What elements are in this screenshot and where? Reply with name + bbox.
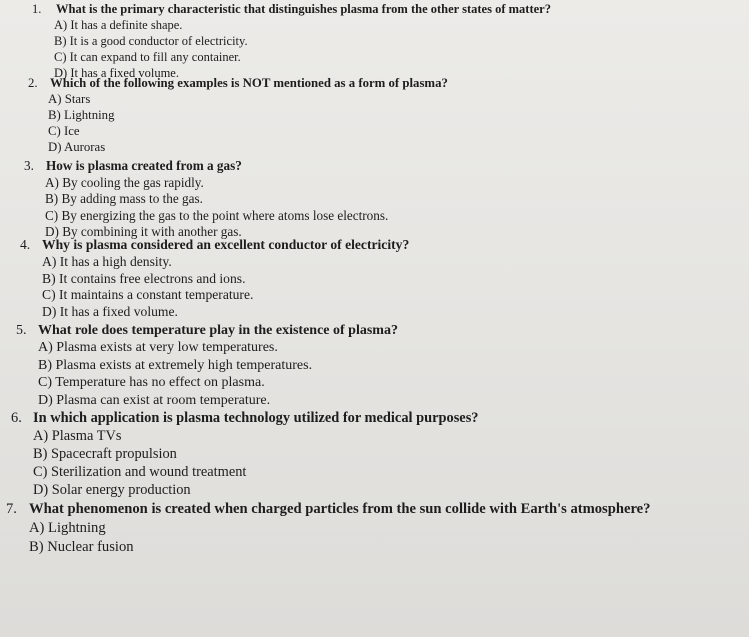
question-text: What phenomenon is created when charged particles from the sun collide with Earth's atmosphere? [29,501,651,517]
question-6 [11,409,478,499]
question-number: 5. [16,323,27,338]
option-b: B) Spacecraft propulsion [33,446,177,462]
question-number: 2. [28,76,38,90]
question-1 [32,1,551,81]
option-b: B) Plasma exists at extremely high temperatures. [38,357,313,373]
option-b: B) It is a good conductor of electricity. [54,34,248,48]
option-d: D) Solar energy production [33,482,191,498]
question-1-line [32,1,551,17]
option-a: A) Lightning [29,520,106,536]
question-4-line [20,237,409,254]
question-2 [28,75,448,155]
option-d: D) It has a fixed volume. [42,304,178,320]
question-7 [6,500,650,557]
question-text: In which application is plasma technology utilized for medical purposes? [33,410,479,426]
question-text: Which of the following examples is NOT mentioned as a form of plasma? [50,76,448,90]
option-b: B) It contains free electrons and ions. [42,270,246,286]
option-c: C) It maintains a constant temperature. [42,287,254,303]
question-number: 3. [24,158,34,173]
option-b: B) Lightning [48,108,115,122]
question-5-line [16,322,398,339]
option-a: A) Plasma exists at very low temperatures. [38,340,278,356]
question-text: Why is plasma considered an excellent conductor of electricity? [42,237,410,252]
option-a: A) By cooling the gas rapidly. [45,174,204,190]
question-text: How is plasma created from a gas? [46,158,242,173]
question-7-line [6,500,650,519]
question-4 [20,237,409,321]
option-d: D) It has a fixed volume. [54,66,179,80]
question-3-line [24,158,388,175]
option-d: D) Plasma can exist at room temperature. [38,392,271,408]
option-a: A) Plasma TVs [33,428,122,444]
question-text: What is the primary characteristic that distinguishes plasma from the other states of matter? [56,2,551,16]
option-a: A) Stars [48,92,91,106]
option-c: C) Ice [48,124,80,138]
option-b: B) Nuclear fusion [29,539,134,555]
option-a: A) It has a definite shape. [54,18,183,32]
option-c: C) Temperature has no effect on plasma. [38,375,265,391]
question-6-line [11,409,478,427]
question-number: 1. [32,2,42,16]
option-c: C) Sterilization and wound treatment [33,464,247,480]
question-2-line [28,75,448,91]
question-3 [24,158,388,241]
option-b: B) By adding mass to the gas. [45,191,203,207]
question-number: 4. [20,237,31,252]
option-d: D) Auroras [48,140,106,154]
option-a: A) It has a high density. [42,253,172,269]
option-c: C) By energizing the gas to the point where atoms lose electrons. [45,207,389,223]
option-c: C) It can expand to fill any container. [54,50,241,64]
question-number: 7. [6,501,17,517]
question-5 [16,322,398,409]
option-d: D) By combining it with another gas. [45,224,242,240]
question-text: What role does temperature play in the existence of plasma? [38,323,398,338]
question-number: 6. [11,410,22,426]
